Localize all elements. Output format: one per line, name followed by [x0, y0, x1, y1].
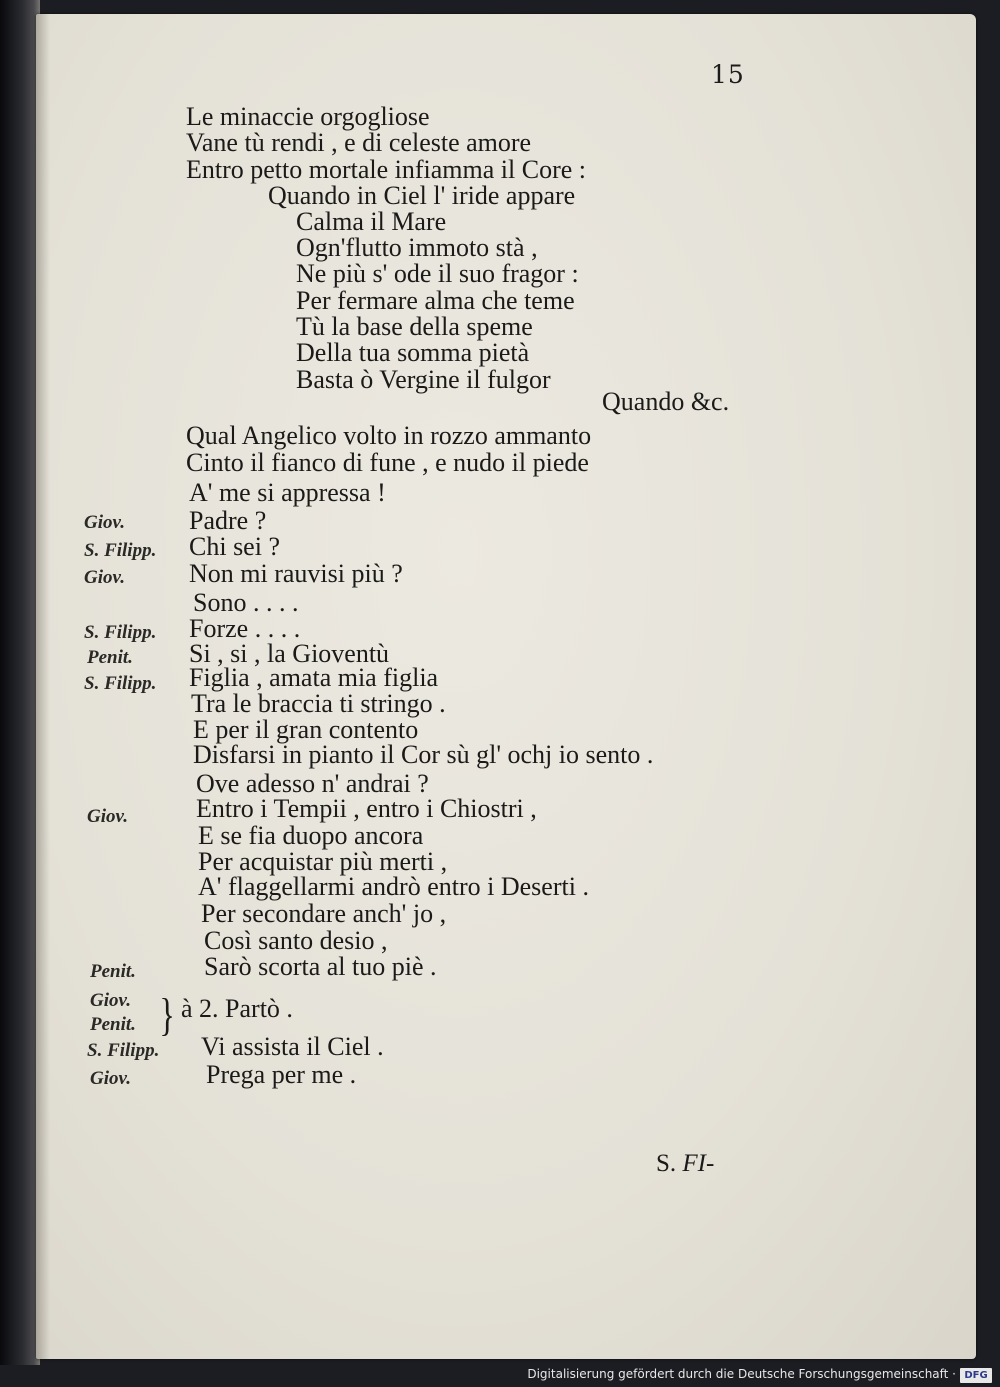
text-line: Ove adesso n' andrai ?	[196, 769, 429, 798]
text-line: Si , si , la Gioventù	[189, 639, 390, 668]
speaker-label: Giov.	[87, 806, 128, 827]
text-line: Qual Angelico volto in rozzo ammanto	[186, 421, 592, 450]
speaker-label: Giov.	[84, 512, 125, 533]
text-line: Forze . . . .	[189, 614, 301, 643]
text-line: Sarò scorta al tuo piè .	[204, 952, 437, 981]
text-line: Prega per me .	[206, 1060, 357, 1089]
text-line: Per acquistar più merti ,	[198, 847, 448, 876]
text-line: Cinto il fianco di fune , e nudo il piede	[186, 448, 589, 477]
text-line: Chi sei ?	[189, 532, 280, 561]
text-line: Ne più s' ode il suo fragor :	[296, 259, 579, 288]
text-line: Sono . . . .	[193, 588, 299, 617]
speaker-label: Giov.	[90, 1068, 131, 1089]
text-line: Figlia , amata mia figlia	[189, 663, 439, 692]
footer-credit: Digitalisierung gefördert durch die Deutsche Forschungsgemeinschaft ·	[527, 1367, 956, 1381]
text-line: Entro i Tempii , entro i Chiostri ,	[196, 794, 537, 823]
footer-bar	[0, 1365, 1000, 1387]
text-line: E per il gran contento	[193, 715, 419, 744]
speaker-label: S. Filipp.	[84, 540, 157, 561]
text-line: à 2. Partò .	[181, 994, 293, 1023]
text-line: Padre ?	[189, 506, 267, 535]
text-line: Della tua somma pietà	[296, 338, 530, 367]
speaker-label: S. Filipp.	[84, 673, 157, 694]
text-line: Così santo desio ,	[204, 926, 388, 955]
speaker-label: Penit.	[87, 647, 133, 668]
book-spine	[0, 0, 40, 1387]
speaker-label: S. Filipp.	[87, 1040, 160, 1061]
text-line: Entro petto mortale infiamma il Core :	[186, 155, 587, 184]
text-line: A' me si appressa !	[189, 478, 386, 507]
text-line: Le minaccie orgogliose	[186, 102, 430, 131]
text-line: A' flaggellarmi andrò entro i Deserti .	[198, 872, 589, 901]
catchword-prefix: S.	[656, 1150, 683, 1177]
text-line: Disfarsi in pianto il Cor sù gl' ochj io sento .	[193, 740, 654, 769]
text-line: Tra le braccia ti stringo .	[191, 689, 446, 718]
dfg-logo-icon: DFG	[960, 1368, 992, 1383]
speaker-label: S. Filipp.	[84, 622, 157, 643]
text-line: Calma il Mare	[296, 207, 447, 236]
speaker-label: Giov.	[90, 990, 131, 1011]
book-page	[36, 14, 976, 1359]
speaker-label: Giov.	[84, 567, 125, 588]
text-line: Quando in Ciel l' iride appare	[268, 181, 576, 210]
page-number: 15	[711, 60, 745, 89]
speaker-label: Penit.	[90, 961, 136, 982]
catchword-rest: FI-	[682, 1150, 715, 1177]
text-line: Non mi rauvisi più ?	[189, 559, 403, 588]
catchword	[656, 1150, 714, 1178]
text-line: Ogn'flutto immoto stà ,	[296, 233, 538, 262]
speaker-label: Penit.	[90, 1014, 136, 1035]
text-line: Per fermare alma che teme	[296, 286, 575, 315]
text-line: E se fia duopo ancora	[198, 821, 424, 850]
text-line: Per secondare anch' jo ,	[201, 899, 447, 928]
text-line: Quando &c.	[602, 387, 730, 416]
text-line: Vi assista il Ciel .	[201, 1032, 384, 1061]
curly-brace-icon: }	[159, 989, 175, 1040]
text-line: Vane tù rendi , e di celeste amore	[186, 128, 532, 157]
text-line: Basta ò Vergine il fulgor	[296, 365, 551, 394]
text-line: Tù la base della speme	[296, 312, 533, 341]
